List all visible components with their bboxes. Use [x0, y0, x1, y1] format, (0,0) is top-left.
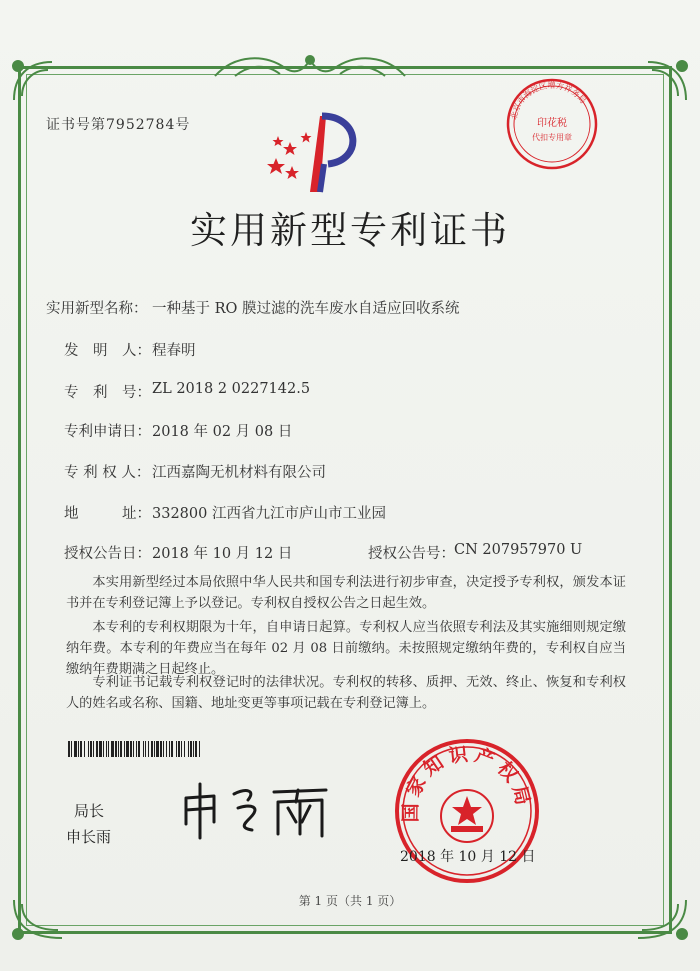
patentee-label: 专 利 权 人：	[64, 465, 151, 481]
director-name: 申长雨	[66, 828, 112, 846]
seal-date: 2018 年 10 月 12 日	[400, 849, 536, 865]
utility-model-name-label: 实用新型名称：	[46, 301, 148, 317]
patent-number-value: ZL 2018 2 0227142.5	[152, 381, 311, 397]
tax-stamp-ring-text: 北京市海淀区增方祥务局	[509, 80, 588, 121]
paragraph-3: 专利证书记载专利权登记时的法律状况。专利权的转移、质押、无效、终止、恢复和专利权人的姓名或名称、国籍、地址变更等事项记载在专利登记簿上。	[66, 675, 626, 711]
tax-stamp	[502, 76, 602, 172]
paragraph-1: 本实用新型经过本局依照中华人民共和国专利法进行初步审查，决定授予专利权，颁发本证书并在专利登记簿上予以登记。专利权自授权公告之日起生效。	[66, 575, 626, 611]
patent-number-label: 专 利 号：	[64, 385, 151, 401]
tax-stamp-center: 印花税	[537, 118, 567, 129]
certificate-title: 实用新型专利证书	[190, 209, 510, 252]
top-ornament	[205, 50, 415, 84]
grant-date-value: 2018 年 10 月 12 日	[152, 546, 293, 562]
grant-date-label: 授权公告日：	[64, 546, 151, 562]
tax-stamp-center-2: 代扣专用章	[532, 133, 572, 142]
address-value: 332800 江西省九江市庐山市工业园	[152, 506, 386, 522]
page-number: 第 1 页（共 1 页）	[298, 894, 402, 908]
certificate-number: 证书号第7952784号	[46, 117, 191, 133]
director-title: 局长	[74, 802, 105, 820]
filing-date-label: 专利申请日：	[64, 424, 151, 440]
inventor-label: 发 明 人：	[64, 343, 151, 359]
barcode	[68, 741, 368, 757]
filing-date-value: 2018 年 02 月 08 日	[152, 424, 293, 440]
grant-number-label: 授权公告号：	[368, 546, 455, 562]
utility-model-name-value: 一种基于 RO 膜过滤的洗车废水自适应回收系统	[152, 301, 460, 317]
grant-number-value: CN 207957970 U	[454, 542, 583, 558]
paragraph-2: 本专利的专利权期限为十年，自申请日起算。专利权人应当依照专利法及其实施细则规定缴纳年费。本专利的年费应当在每年 02 月 08 日前缴纳。未按照规定缴纳年费的，专利权自应当缴纳年费期满之日起终止。	[66, 620, 626, 677]
patent-office-logo	[262, 108, 372, 194]
address-label: 地 址：	[64, 506, 151, 522]
handwritten-signature	[176, 778, 336, 842]
barcode-bar	[200, 741, 203, 757]
corner-ornament-top-left	[8, 56, 58, 106]
inventor-value: 程春明	[152, 343, 196, 359]
corner-ornament-top-right	[642, 56, 692, 106]
seal-ring-text: 国家知识产权局	[399, 743, 535, 823]
patentee-value: 江西嘉陶无机材料有限公司	[152, 465, 326, 481]
